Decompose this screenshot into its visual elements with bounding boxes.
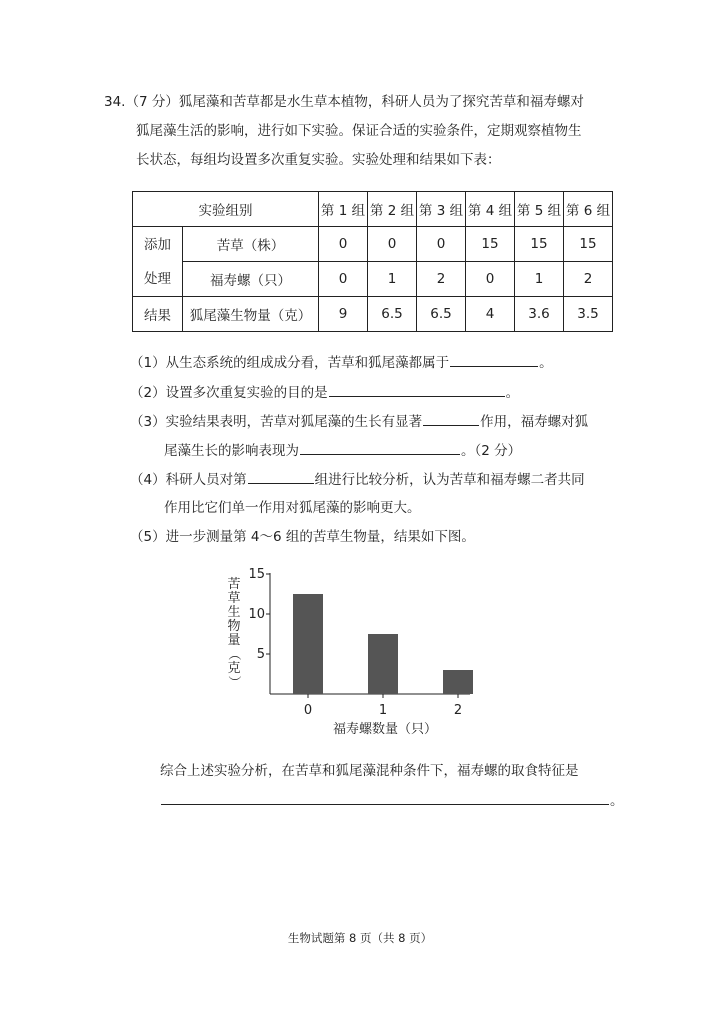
table-cell: 6.5 (368, 297, 417, 332)
bar-1 (368, 634, 398, 694)
biomass-bar-chart (215, 563, 495, 743)
table-cell: 0 (466, 262, 515, 297)
answer-blank-1[interactable] (450, 352, 538, 367)
y-label-char: ） (226, 675, 241, 689)
bar-0 (293, 594, 323, 694)
y-label-char: 苦 (227, 577, 241, 592)
group-header: 第 5 组 (515, 192, 564, 227)
q3-text: （3）实验结果表明，苦草对狐尾藻的生长有显著 (130, 414, 423, 430)
header-label: 实验组别 (133, 192, 319, 227)
x-tick-label: 2 (453, 703, 463, 718)
sub-question-2 (130, 382, 519, 403)
group-header: 第 4 组 (466, 192, 515, 227)
q2-text: （2）设置多次重复实验的目的是 (130, 385, 328, 401)
table-cell: 0 (368, 227, 417, 262)
group-header: 第 3 组 (417, 192, 466, 227)
table-cell: 0 (417, 227, 466, 262)
page-footer: 生物试题第 8 页（共 8 页） (287, 931, 433, 945)
y-label-char: 克 (227, 661, 241, 676)
q3-text-3: 尾藻生长的影响表现为 (164, 443, 299, 459)
table-cell: 1 (368, 262, 417, 297)
table-cell: 3.6 (515, 297, 564, 332)
row-label: 苦草（株） (183, 227, 319, 262)
table-cell: 9 (319, 297, 368, 332)
table-cell: 6.5 (417, 297, 466, 332)
table-row-kucao (133, 227, 613, 262)
y-tick-label: 15 (248, 567, 265, 582)
q3-text-2: 作用，福寿螺对狐 (480, 414, 589, 430)
result-label: 结果 (133, 297, 183, 332)
sub-question-3-cont (164, 440, 521, 461)
y-label-char: 生 (227, 605, 241, 620)
table-cell: 15 (466, 227, 515, 262)
sub-question-4 (130, 469, 585, 490)
sub-question-5: （5）进一步测量第 4～6 组的苦草生物量，结果如下图。 (130, 529, 475, 545)
table-cell: 15 (564, 227, 613, 262)
sub-question-4-cont: 作用比它们单一作用对狐尾藻的影响更大。 (164, 500, 421, 516)
question-line-1: 34.（7 分）狐尾藻和苦草都是水生草本植物，科研人员为了探究苦草和福寿螺对 (104, 94, 584, 110)
table-cell: 0 (319, 227, 368, 262)
answer-blank-4[interactable] (248, 469, 314, 484)
answer-blank-2[interactable] (329, 382, 505, 397)
y-tick-label: 5 (256, 647, 265, 662)
q4-text: （4）科研人员对第 (130, 472, 247, 488)
q2-end: 。 (505, 385, 520, 401)
table-cell: 2 (564, 262, 613, 297)
treatment-label (133, 227, 183, 297)
table-cell: 3.5 (564, 297, 613, 332)
row-label: 福寿螺（只） (183, 262, 319, 297)
table-cell: 0 (319, 262, 368, 297)
row-label: 狐尾藻生物量（克） (183, 297, 319, 332)
q4-text-2: 组进行比较分析，认为苦草和福寿螺二者共同 (314, 472, 585, 488)
sub-question-1 (130, 352, 553, 373)
q1-end: 。 (539, 355, 553, 371)
y-label-char: 量 (227, 633, 241, 648)
table-cell: 2 (417, 262, 466, 297)
y-tick-label: 10 (248, 607, 265, 622)
question-line-3: 长状态，每组均设置多次重复实验。实验处理和结果如下表： (136, 152, 501, 168)
answer-blank-3b[interactable] (300, 440, 460, 455)
answer-blank-3a[interactable] (423, 411, 479, 426)
bar-2 (443, 670, 473, 694)
treatment-label-1: 添加 (144, 236, 171, 253)
q3-end: 。（2 分） (461, 443, 522, 459)
conclusion-text: 综合上述实验分析，在苦草和狐尾藻混种条件下，福寿螺的取食特征是 (160, 763, 579, 779)
experiment-table (132, 191, 613, 332)
y-label-char: 物 (227, 619, 241, 634)
x-tick-label: 0 (303, 703, 313, 718)
group-header: 第 6 组 (564, 192, 613, 227)
group-header: 第 2 组 (368, 192, 417, 227)
conclusion-answer-line (160, 790, 624, 811)
x-axis-label: 福寿螺数量（只） (332, 722, 438, 737)
y-label-char: 草 (227, 591, 241, 606)
y-label-char: （ (226, 647, 241, 661)
sub-question-3 (130, 411, 588, 432)
question-line-2: 狐尾藻生活的影响，进行如下实验。保证合适的实验条件，定期观察植物生 (136, 123, 582, 139)
conclusion-end: 。 (610, 793, 624, 809)
table-row-biomass (133, 297, 613, 332)
table-cell: 15 (515, 227, 564, 262)
treatment-label-2: 处理 (144, 270, 171, 287)
table-header-row (133, 192, 613, 227)
y-axis-label (226, 577, 241, 689)
table-row-snail (133, 262, 613, 297)
table-cell: 1 (515, 262, 564, 297)
q1-text: （1）从生态系统的组成成分看，苦草和狐尾藻都属于 (130, 355, 450, 371)
group-header: 第 1 组 (319, 192, 368, 227)
answer-blank-5[interactable] (161, 790, 609, 805)
table-cell: 4 (466, 297, 515, 332)
x-tick-label: 1 (378, 703, 388, 718)
